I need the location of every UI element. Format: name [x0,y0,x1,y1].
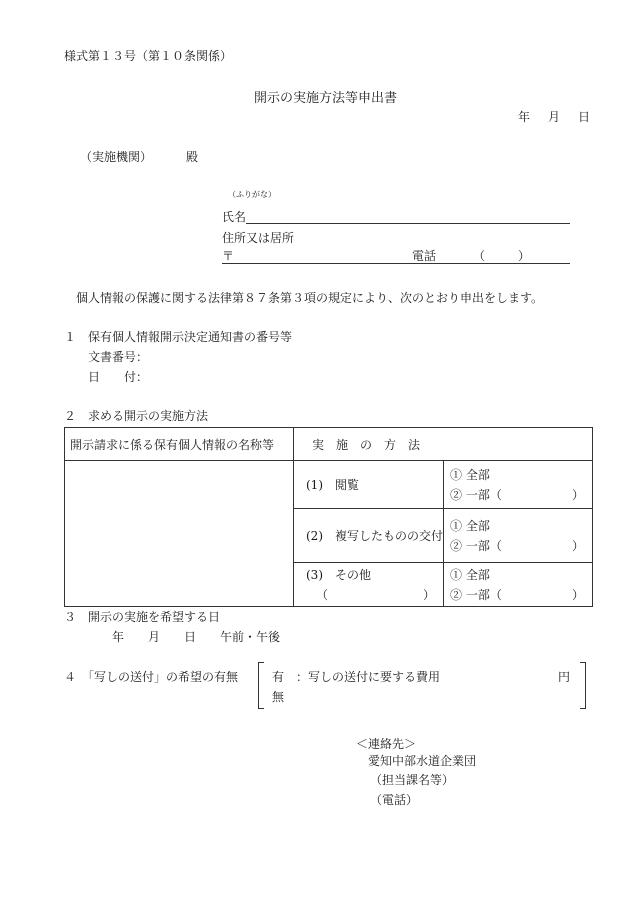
form-number: 様式第１３号（第１０条関係） [64,49,233,63]
date-year: 年 [518,110,531,124]
doc-date-label: 日 付： [88,370,149,384]
option-partial-2-close: ） [572,538,585,553]
phone-label: 電話 [412,249,437,263]
addressee-honorific: 殿 [186,150,199,164]
option-all-1[interactable]: ① 全部 [450,467,490,482]
option-cell-1 [444,461,593,509]
postal-mark: 〒 [222,249,235,263]
page-title: 開示の実施方法等申出書 [254,91,398,106]
date-month: 月 [548,110,561,124]
col2-header [294,428,593,461]
method-cell-3 [294,563,444,607]
phone-open-paren: （ [473,249,486,263]
method-other-close: ） [422,587,435,602]
option-cell-3 [444,563,593,607]
doc-number-label: 文書番号： [88,350,149,364]
col2-header-text: 実 施 の 方 法 [312,437,421,452]
name-label: 氏名 [222,210,247,224]
phone-close-paren: ） [518,249,531,263]
left-bracket [258,662,264,709]
info-name-cell[interactable] [65,461,294,607]
contact-phone: （電話） [370,793,419,807]
option-all-3[interactable]: ① 全部 [450,567,490,582]
contact-org: 愛知中部水道企業団 [368,754,477,768]
address-field-line[interactable] [222,263,570,264]
section4-heading: ４ 「写しの送付」の希望の有無 [64,670,239,684]
method-other-input[interactable] [306,585,443,605]
method-other-open: （ [316,587,329,602]
col1-header-text: 開示請求に係る保有個人情報の名称等 [70,437,275,452]
addressee-org: （実施機関） [80,150,153,164]
contact-heading: ＜連絡先＞ [356,737,417,751]
method-label-1: (1) 閲覧 [306,478,359,492]
method-cell-2 [294,509,444,563]
contact-dept: （担当課名等） [370,773,455,787]
yen-label: 円 [558,670,571,684]
method-cell-1 [294,461,444,509]
option-partial-1[interactable] [444,485,592,505]
section1-heading: １ 保有個人情報開示決定通知書の番号等 [64,330,293,344]
name-field-line[interactable] [246,223,570,224]
date-day: 日 [578,110,591,124]
option-partial-2[interactable] [444,536,592,556]
method-label-2: (2) 複写したものの交付 [306,529,443,543]
option-cell-2 [444,509,593,563]
option-partial-3[interactable] [444,585,592,605]
disclosure-method-table [64,427,593,607]
copy-delivery-no[interactable]: 無 [272,690,285,704]
option-all-2[interactable]: ① 全部 [450,518,490,533]
option-partial-1-label: ② 一部（ [450,487,502,502]
col1-header [65,428,294,461]
option-partial-3-close: ） [572,587,585,602]
desired-date-line[interactable]: 年 月 日 午前・午後 [112,630,281,644]
section2-heading: ２ 求める開示の実施方法 [64,409,209,423]
address-label: 住所又は居所 [222,231,295,245]
copy-delivery-yes[interactable]: 有 ：写しの送付に要する費用 [272,670,441,684]
option-partial-2-label: ② 一部（ [450,538,502,553]
option-partial-1-close: ） [572,487,585,502]
section3-heading: ３ 開示の実施を希望する日 [64,610,221,624]
method-label-3: (3) その他 [306,567,371,582]
option-partial-3-label: ② 一部（ [450,587,502,602]
intro-text: 個人情報の保護に関する法律第８７条第３項の規定により、次のとおり申出をします。 [76,291,544,305]
furigana-label: （ふりがな） [228,190,276,199]
right-bracket [580,662,586,709]
